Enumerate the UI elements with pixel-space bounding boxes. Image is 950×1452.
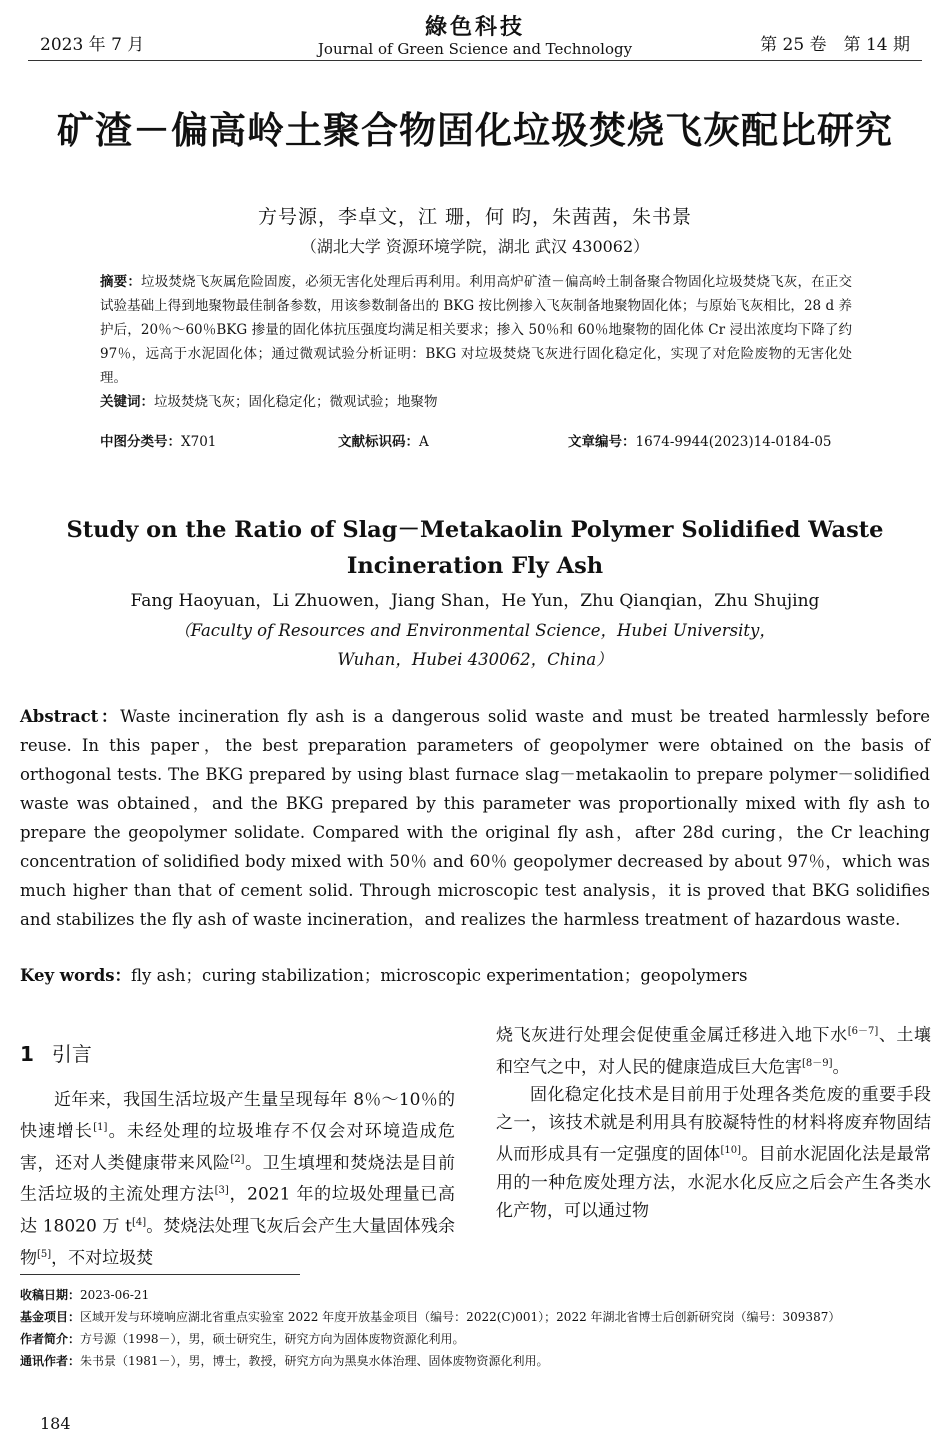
text-run: 。卫生填埋和焚烧法是目前生活垃圾的主流处理方法 xyxy=(20,1153,456,1205)
abstract-cn-text: 垃圾焚烧飞灰属危险固废，必须无害化处理后再利用。利用高炉矿渣－偏高岭土制备聚合物固化垃圾焚烧飞灰，在正交试验基础上得到地聚物最佳制备参数，用该参数制备出的 BKG 按比例掺入飞灰制备地聚物固化体；与原始飞灰相比，28 d 养护后，20％～60％BKG 掺量的固化体抗压强度均满足相关要求；掺入 50％和 60％地聚物的固化体 Cr 浸出浓度均下降了约 97％，远高于水泥固化体；通过微观试验分析证明：BKG 对垃圾焚烧飞灰进行固化稳定化，实现了对危险废物的无害化处理。 xyxy=(100,274,853,386)
citation[interactable]: [5] xyxy=(37,1248,52,1260)
footnotes xyxy=(20,1284,930,1372)
text-run: 烧飞灰进行处理会促使重金属迁移进入地下水 xyxy=(496,1025,848,1046)
clc-label: 中图分类号： xyxy=(100,434,181,450)
footnote-label: 基金项目： xyxy=(20,1310,81,1324)
keywords-cn-label: 关键词： xyxy=(100,394,154,410)
citation[interactable]: [3] xyxy=(214,1185,229,1197)
text-run: 、土壤和空气之中，对人民的健康造成巨大危害 xyxy=(496,1025,932,1078)
clc-code xyxy=(100,430,216,450)
footnote-corresponding xyxy=(20,1350,930,1372)
doc-value: A xyxy=(419,434,429,450)
paragraph-2 xyxy=(496,1081,931,1225)
authors-cn: 方号源，李卓文，江 珊，何 昀，朱茜茜，朱书景 xyxy=(257,206,693,228)
clc-value: X701 xyxy=(181,434,217,450)
footnote-text: 2023-06-21 xyxy=(80,1288,150,1302)
header-divider xyxy=(28,60,922,61)
affiliation-cn: （湖北大学 资源环境学院，湖北 武汉 430062） xyxy=(300,237,650,256)
citation[interactable]: [6－7] xyxy=(847,1026,879,1037)
section-heading xyxy=(20,1040,455,1068)
citation[interactable]: [1] xyxy=(93,1122,108,1133)
footnote-label: 作者简介： xyxy=(20,1332,81,1346)
paper-title-en-line2: Incineration Fly Ash xyxy=(346,553,604,579)
body-column-right xyxy=(496,1018,931,1225)
footnote-divider xyxy=(20,1274,300,1275)
text-run: 。目前水泥固化法是最常用的一种危废处理方法，水泥水化反应之后会产生各类水化产物，可以通过物 xyxy=(496,1144,932,1221)
abstract-en-label: Abstract： xyxy=(20,707,121,726)
doc-code xyxy=(338,430,429,450)
footnote-text: 方号源（1998－），男，硕士研究生，研究方向为固体废物资源化利用。 xyxy=(80,1332,465,1346)
body-column-left xyxy=(20,1036,455,1272)
text-run: ，2021 年的垃圾处理量已高达 18020 万 t xyxy=(20,1184,455,1237)
section-title: 引言 xyxy=(51,1042,92,1066)
footnote-label: 通讯作者： xyxy=(20,1354,81,1368)
keywords-en xyxy=(20,962,930,986)
citation[interactable]: [2] xyxy=(230,1153,245,1165)
article-value: 1674-9944(2023)14-0184-05 xyxy=(635,434,832,450)
article-number xyxy=(568,430,832,450)
affiliation-en-line2: Wuhan，Hubei 430062，China） xyxy=(337,650,613,669)
paper-title-cn: 矿渣－偏高岭土聚合物固化垃圾焚烧飞灰配比研究 xyxy=(57,109,893,152)
footnote-text: 朱书景（1981－），男，博士，教授，研究方向为黑臭水体治理、固体废物资源化利用。 xyxy=(80,1354,549,1368)
footnote-text: 区域开发与环境响应湖北省重点实验室 2022 年度开放基金项目（编号：2022(C)001）；2022 年湖北省博士后创新研究岗（编号：309387） xyxy=(80,1310,841,1324)
text-run: ，不对垃圾焚 xyxy=(51,1248,154,1269)
footnote-label: 收稿日期： xyxy=(20,1288,81,1302)
paragraph-1-continued xyxy=(496,1018,931,1081)
paper-title-en-line1: Study on the Ratio of Slag－Metakaolin Polymer Solidified Waste xyxy=(66,517,884,543)
text-run: 。 xyxy=(832,1057,850,1078)
text-run: 近年来，我国生活垃圾产生量呈现每年 8％～10％的快速增长 xyxy=(20,1090,455,1142)
affiliation-en xyxy=(0,616,950,674)
keywords-cn-text: 垃圾焚烧飞灰；固化稳定化；微观试验；地聚物 xyxy=(154,394,438,410)
abstract-cn xyxy=(100,270,852,414)
footnote-author xyxy=(20,1328,930,1350)
footnote-received xyxy=(20,1284,930,1306)
doc-label: 文献标识码： xyxy=(338,434,419,450)
page-number: 184 xyxy=(40,1414,71,1433)
abstract-en xyxy=(20,702,930,934)
text-run: 。未经处理的垃圾堆存不仅会对环境造成危害，还对人类健康带来风险 xyxy=(20,1121,455,1174)
keywords-en-text: fly ash；curing stabilization；microscopic experimentation；geopolymers xyxy=(131,966,748,985)
journal-logo: 綠色科技 xyxy=(424,14,525,40)
footnote-fund xyxy=(20,1306,930,1328)
authors-en: Fang Haoyuan，Li Zhuowen，Jiang Shan，He Yun，Zhu Qianqian，Zhu Shujing xyxy=(130,591,820,611)
issue-date: 2023 年 7 月 xyxy=(40,35,145,55)
citation[interactable]: [4] xyxy=(131,1216,147,1228)
abstract-en-text: Waste incineration fly ash is a dangerous solid waste and must be treated harmlessly before reuse. In this paper，the best preparation parameters of geopolymer were obtained on the basis of orthogonal tests. The BKG prepared by using blast furnace slag－metakaolin to prepare polymer－solidified waste was obtained，and the BKG prepared by this parameter was proportionally mixed with fly ash to prepare the geopolymer solidate. Compared with the original fly ash，after 28d curing，the Cr leaching concentration of solidified body mixed with 50％ and 60％ geopolymer decreased by about 97％，which was much higher than that of cement solid. Through microscopic test analysis，it is proved that BKG solidifies and stabilizes the fly ash of waste incineration，and realizes the harmless treatment of hazardous waste. xyxy=(20,707,930,929)
paper-title-en xyxy=(0,512,950,584)
text-run: 固化稳定化技术是目前用于处理各类危废的重要手段之一，该技术就是利用具有胶凝特性的材料将废弃物固结从而形成具有一定强度的固体 xyxy=(496,1085,931,1165)
text-run: 。焚烧法处理飞灰后会产生大量固体残余物 xyxy=(20,1216,456,1269)
volume-issue: 第 25 卷 第 14 期 xyxy=(760,35,910,55)
keywords-cn xyxy=(100,390,852,414)
section-number: 1 xyxy=(20,1042,34,1066)
citation[interactable]: [10] xyxy=(720,1145,742,1157)
affiliation-en-line1: （Faculty of Resources and Environmental Science，Hubei University， xyxy=(174,621,776,640)
article-label: 文章编号： xyxy=(568,434,636,450)
journal-name-en: Journal of Green Science and Technology xyxy=(317,40,633,58)
paragraph-1 xyxy=(20,1086,455,1272)
abstract-cn-label: 摘要： xyxy=(100,274,142,290)
citation[interactable]: [8－9] xyxy=(802,1057,833,1069)
keywords-en-label: Key words： xyxy=(20,966,132,985)
